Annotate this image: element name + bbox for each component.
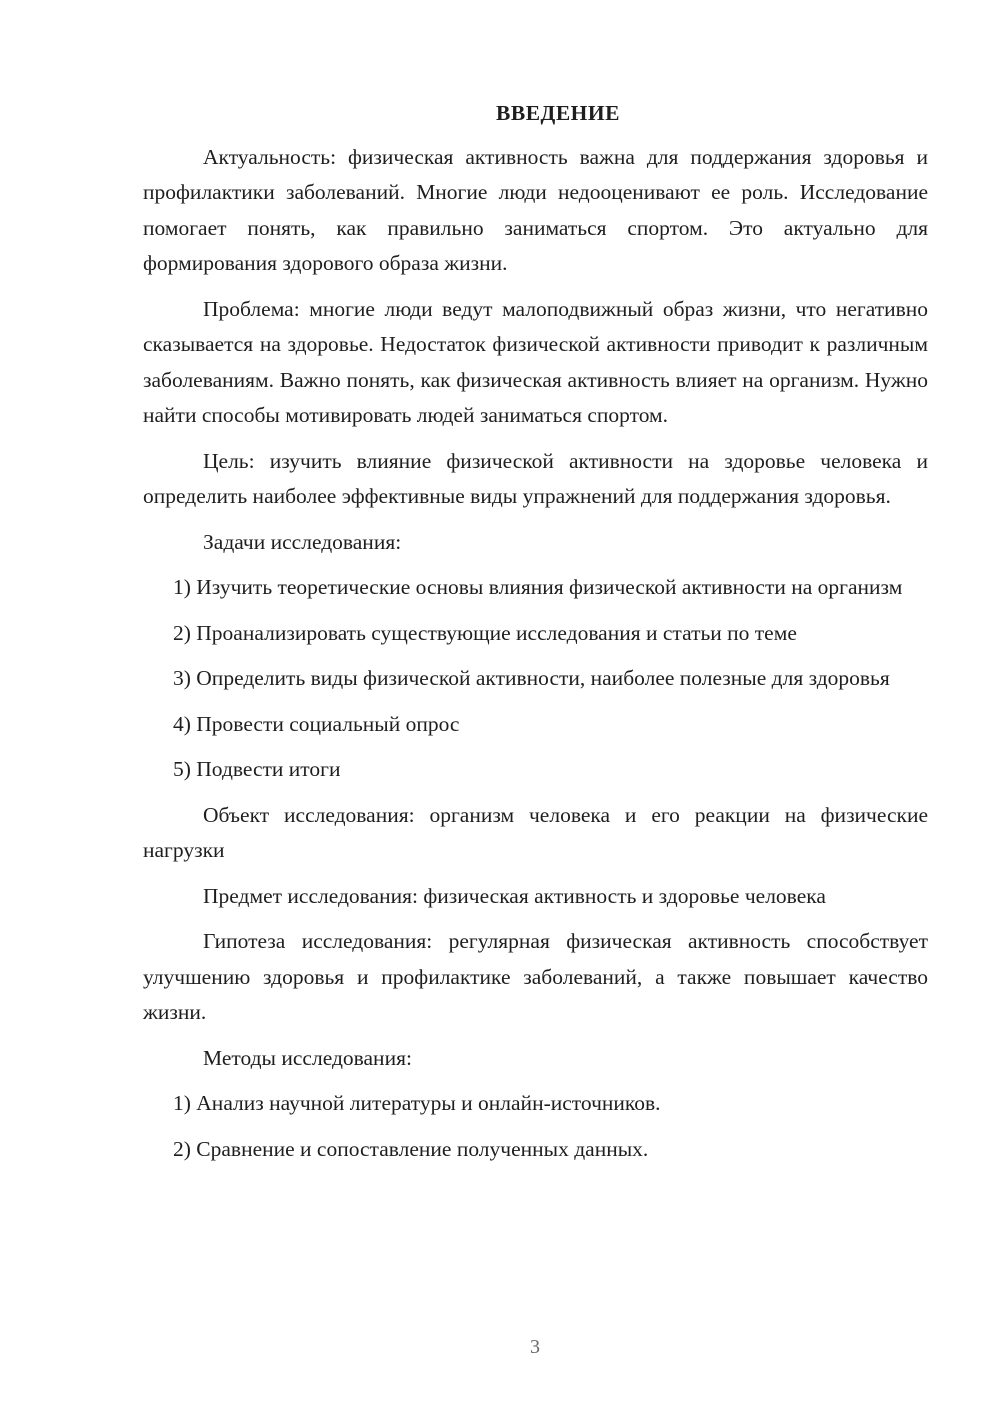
relevance-paragraph: Актуальность: физическая активность важна для поддержания здоровья и профилактики заболеваний. Многие люди недооценивают ее роль. Исследование помогает понять, как правильно заниматься спортом. Это актуально для формирования здорового образа жизни. <box>143 144 928 275</box>
page-title: ВВЕДЕНИЕ <box>496 101 620 125</box>
page-number: 3 <box>530 1336 540 1358</box>
tasks-list <box>143 570 928 788</box>
methods-list <box>143 1086 928 1167</box>
subject-paragraph: Предмет исследования: физическая активность и здоровье человека <box>203 883 826 908</box>
task-item: 1) Изучить теоретические основы влияния физической активности на организм <box>173 575 903 599</box>
method-item: 1) Анализ научной литературы и онлайн-источников. <box>173 1091 661 1115</box>
tasks-heading: Задачи исследования: <box>203 529 402 554</box>
task-item: 2) Проанализировать существующие исследования и статьи по теме <box>173 620 797 645</box>
task-item: 3) Определить виды физической активности, наиболее полезные для здоровья <box>173 666 890 690</box>
goal-paragraph: Цель: изучить влияние физической активности на здоровье человека и определить наиболее эффективные виды упражнений для поддержания здоровья. <box>143 448 928 508</box>
task-item: 5) Подвести итоги <box>173 757 341 781</box>
hypothesis-paragraph: Гипотеза исследования: регулярная физическая активность способствует улучшению здоровья и профилактике заболеваний, а также повышает качество жизни. <box>143 929 928 1024</box>
method-item: 2) Сравнение и сопоставление полученных данных. <box>173 1136 649 1161</box>
methods-heading: Методы исследования: <box>203 1045 412 1070</box>
task-item: 4) Провести социальный опрос <box>173 711 460 736</box>
object-paragraph: Объект исследования: организм человека и его реакции на физические нагрузки <box>143 802 928 862</box>
problem-paragraph: Проблема: многие люди ведут малоподвижный образ жизни, что негативно сказывается на здоровье. Недостаток физической активности приводит к различным заболеваниям. Важно понять, как физическая активность влияет на организм. Нужно найти способы мотивировать людей заниматься спортом. <box>143 296 928 427</box>
